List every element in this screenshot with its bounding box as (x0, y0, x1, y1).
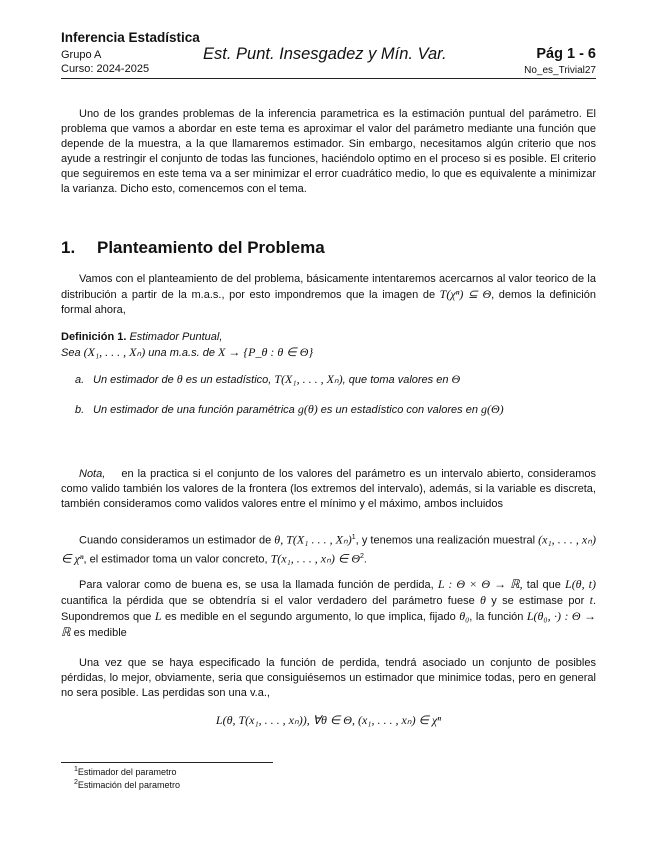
course-title: Inferencia Estadística (61, 30, 200, 45)
text-run: , el estimador toma un valor concreto, (83, 553, 271, 566)
list-item (75, 372, 595, 402)
topic-title: Est. Punt. Insesgadez y Mín. Var. (203, 45, 447, 63)
text-run: y se estimase por (485, 595, 590, 607)
math-expr: T(x₁, . . . , xₙ) ∈ Θ (270, 551, 360, 566)
math-expr: θ₀ (459, 609, 470, 623)
section-number: 1. (61, 238, 76, 257)
author-code: No_es_Trivial27 (524, 65, 596, 76)
loss-paragraph (61, 577, 596, 641)
document-page (61, 30, 596, 727)
text-run: , que toma valores en (342, 374, 452, 386)
text-run: es medible en el segundo argumento, lo que implica, fijado (161, 611, 460, 623)
math-expr: X → {P_θ : θ ∈ Θ} (218, 345, 314, 359)
math-expr: θ (176, 372, 183, 386)
definition-block (61, 330, 596, 361)
text-run: Para valorar como de buena es, se usa la llamada función de perdida, (79, 579, 438, 591)
intro-paragraph: Uno de los grandes problemas de la inferencia parametrica es la estimación puntual del parámetro. El problema que vamos a abordar en este tema es aproximar el valor del parámetro mediante una función que depende de la muestra, a la que llamaremos estimador. Sin embargo, necesitamos algún criterio que nos ayude a restringir el conjunto de todas las funciones, haciéndolo optimo en el proceso si es posible. El criterio que seguiremos en este tema va a ser minimizar el error cuadrático medio, lo que es equivalente a minimizar la varianza. Dicho esto, comencemos con el tema. (61, 108, 596, 195)
section-heading (61, 238, 325, 258)
page-number: Pág 1 - 6 (536, 46, 596, 62)
definition-label: Definición 1. (61, 331, 127, 343)
text-run: es medible (70, 627, 127, 639)
text-run: es un estadístico con valores en (317, 404, 481, 416)
math-expr: (X₁, . . . , Xₙ) (83, 345, 146, 359)
math-expr: L : Θ × Θ → ℝ, (437, 577, 523, 591)
text-run: Cuando consideramos un estimador de (79, 534, 275, 547)
math-expr: g(Θ) (481, 402, 504, 416)
group-label: Grupo A (61, 49, 102, 61)
text-run: . Supondremos que (61, 595, 596, 623)
text-run: en la practica si el conjunto de los valores del parámetro es un intervalo abierto, consideramos como valido también los valores de la frontera (los extremos del intervalo), además, si la variable es discreta, también consideramos como validos valores entre el mínimo y el máximo, ambos incluidos (61, 468, 596, 510)
math-expr: θ (480, 593, 486, 607)
note-label: Nota, (79, 468, 106, 480)
text-run: , y tenemos una realización muestral (355, 534, 539, 547)
problem-paragraph (61, 272, 596, 318)
footnote-text: Estimación del parametro (77, 780, 180, 790)
text-run: tal que (522, 579, 566, 591)
footnote-rule (61, 762, 273, 763)
text-run: Un estimador de una función paramétrica (93, 404, 298, 416)
text-run: cuantifica la pérdida que se obtendría si el valor verdadero del parámetro fuese (61, 595, 481, 607)
display-equation: L(θ, T(x₁, . . . , xₙ)), ∀θ ∈ Θ, (x₁, . . . , xₙ) ∈ χⁿ (215, 713, 442, 727)
math-expr: Θ (451, 372, 461, 386)
estimator-paragraph (61, 530, 596, 567)
footnote-number: 1 (74, 766, 78, 773)
text-run: , la función (469, 611, 527, 623)
math-expr: (x₁, . . . , xₙ) ∈ χⁿ (61, 532, 596, 566)
math-expr: θ, T(X₁ . . . , Xₙ) (274, 532, 352, 547)
math-expr: L (154, 609, 162, 623)
math-expr: g(θ) (297, 402, 318, 416)
header-rule (61, 78, 596, 79)
footnote-2 (74, 779, 180, 790)
section-title: Planteamiento del Problema (97, 238, 325, 257)
math-expr: L(θ₀, ·) : Θ → ℝ (61, 609, 596, 639)
footnote-text: Estimador del parametro (77, 767, 177, 777)
note-paragraph (61, 467, 596, 512)
math-expr: T(χⁿ) ⊆ Θ (439, 287, 492, 301)
list-marker: b. (75, 404, 85, 416)
text-run: es un estadístico, (182, 374, 275, 386)
math-expr: T(X₁, . . . , Xₙ) (274, 372, 343, 386)
text-run: Vamos con el planteamiento de del problema, básicamente intentaremos acercarnos al valor teorico de la distribución a partir de la m.a.s., por esto impondremos que la imagen de (61, 273, 596, 301)
losses-paragraph: Una vez que se haya especificado la función de perdida, tendrá asociado un conjunto de posibles pérdidas, lo mejor, obviamente, seria que consiguiésemos un estimador que minimice todas, pero en general no sera posible. Las perdidas son una v.a., (61, 657, 596, 699)
list-marker: a. (75, 374, 85, 386)
list-item (75, 402, 595, 432)
footnote-1 (74, 766, 176, 777)
definition-list (75, 372, 595, 432)
course-year: Curso: 2024-2025 (61, 63, 150, 75)
text-run: . (363, 553, 367, 566)
text-run: , demos la definición formal ahora, (61, 289, 596, 316)
footnote-ref[interactable]: 2 (360, 552, 364, 560)
math-expr: t (589, 593, 593, 607)
text-run: Sea (61, 347, 84, 359)
definition-name: Estimador Puntual, (129, 331, 223, 343)
math-expr: L(θ, t) (565, 577, 596, 591)
text-run: una m.a.s. de (145, 347, 219, 359)
text-run: Un estimador de (93, 374, 177, 386)
page-header (61, 30, 596, 78)
footnote-number: 2 (74, 779, 78, 786)
footnote-ref[interactable]: 1 (351, 534, 356, 541)
